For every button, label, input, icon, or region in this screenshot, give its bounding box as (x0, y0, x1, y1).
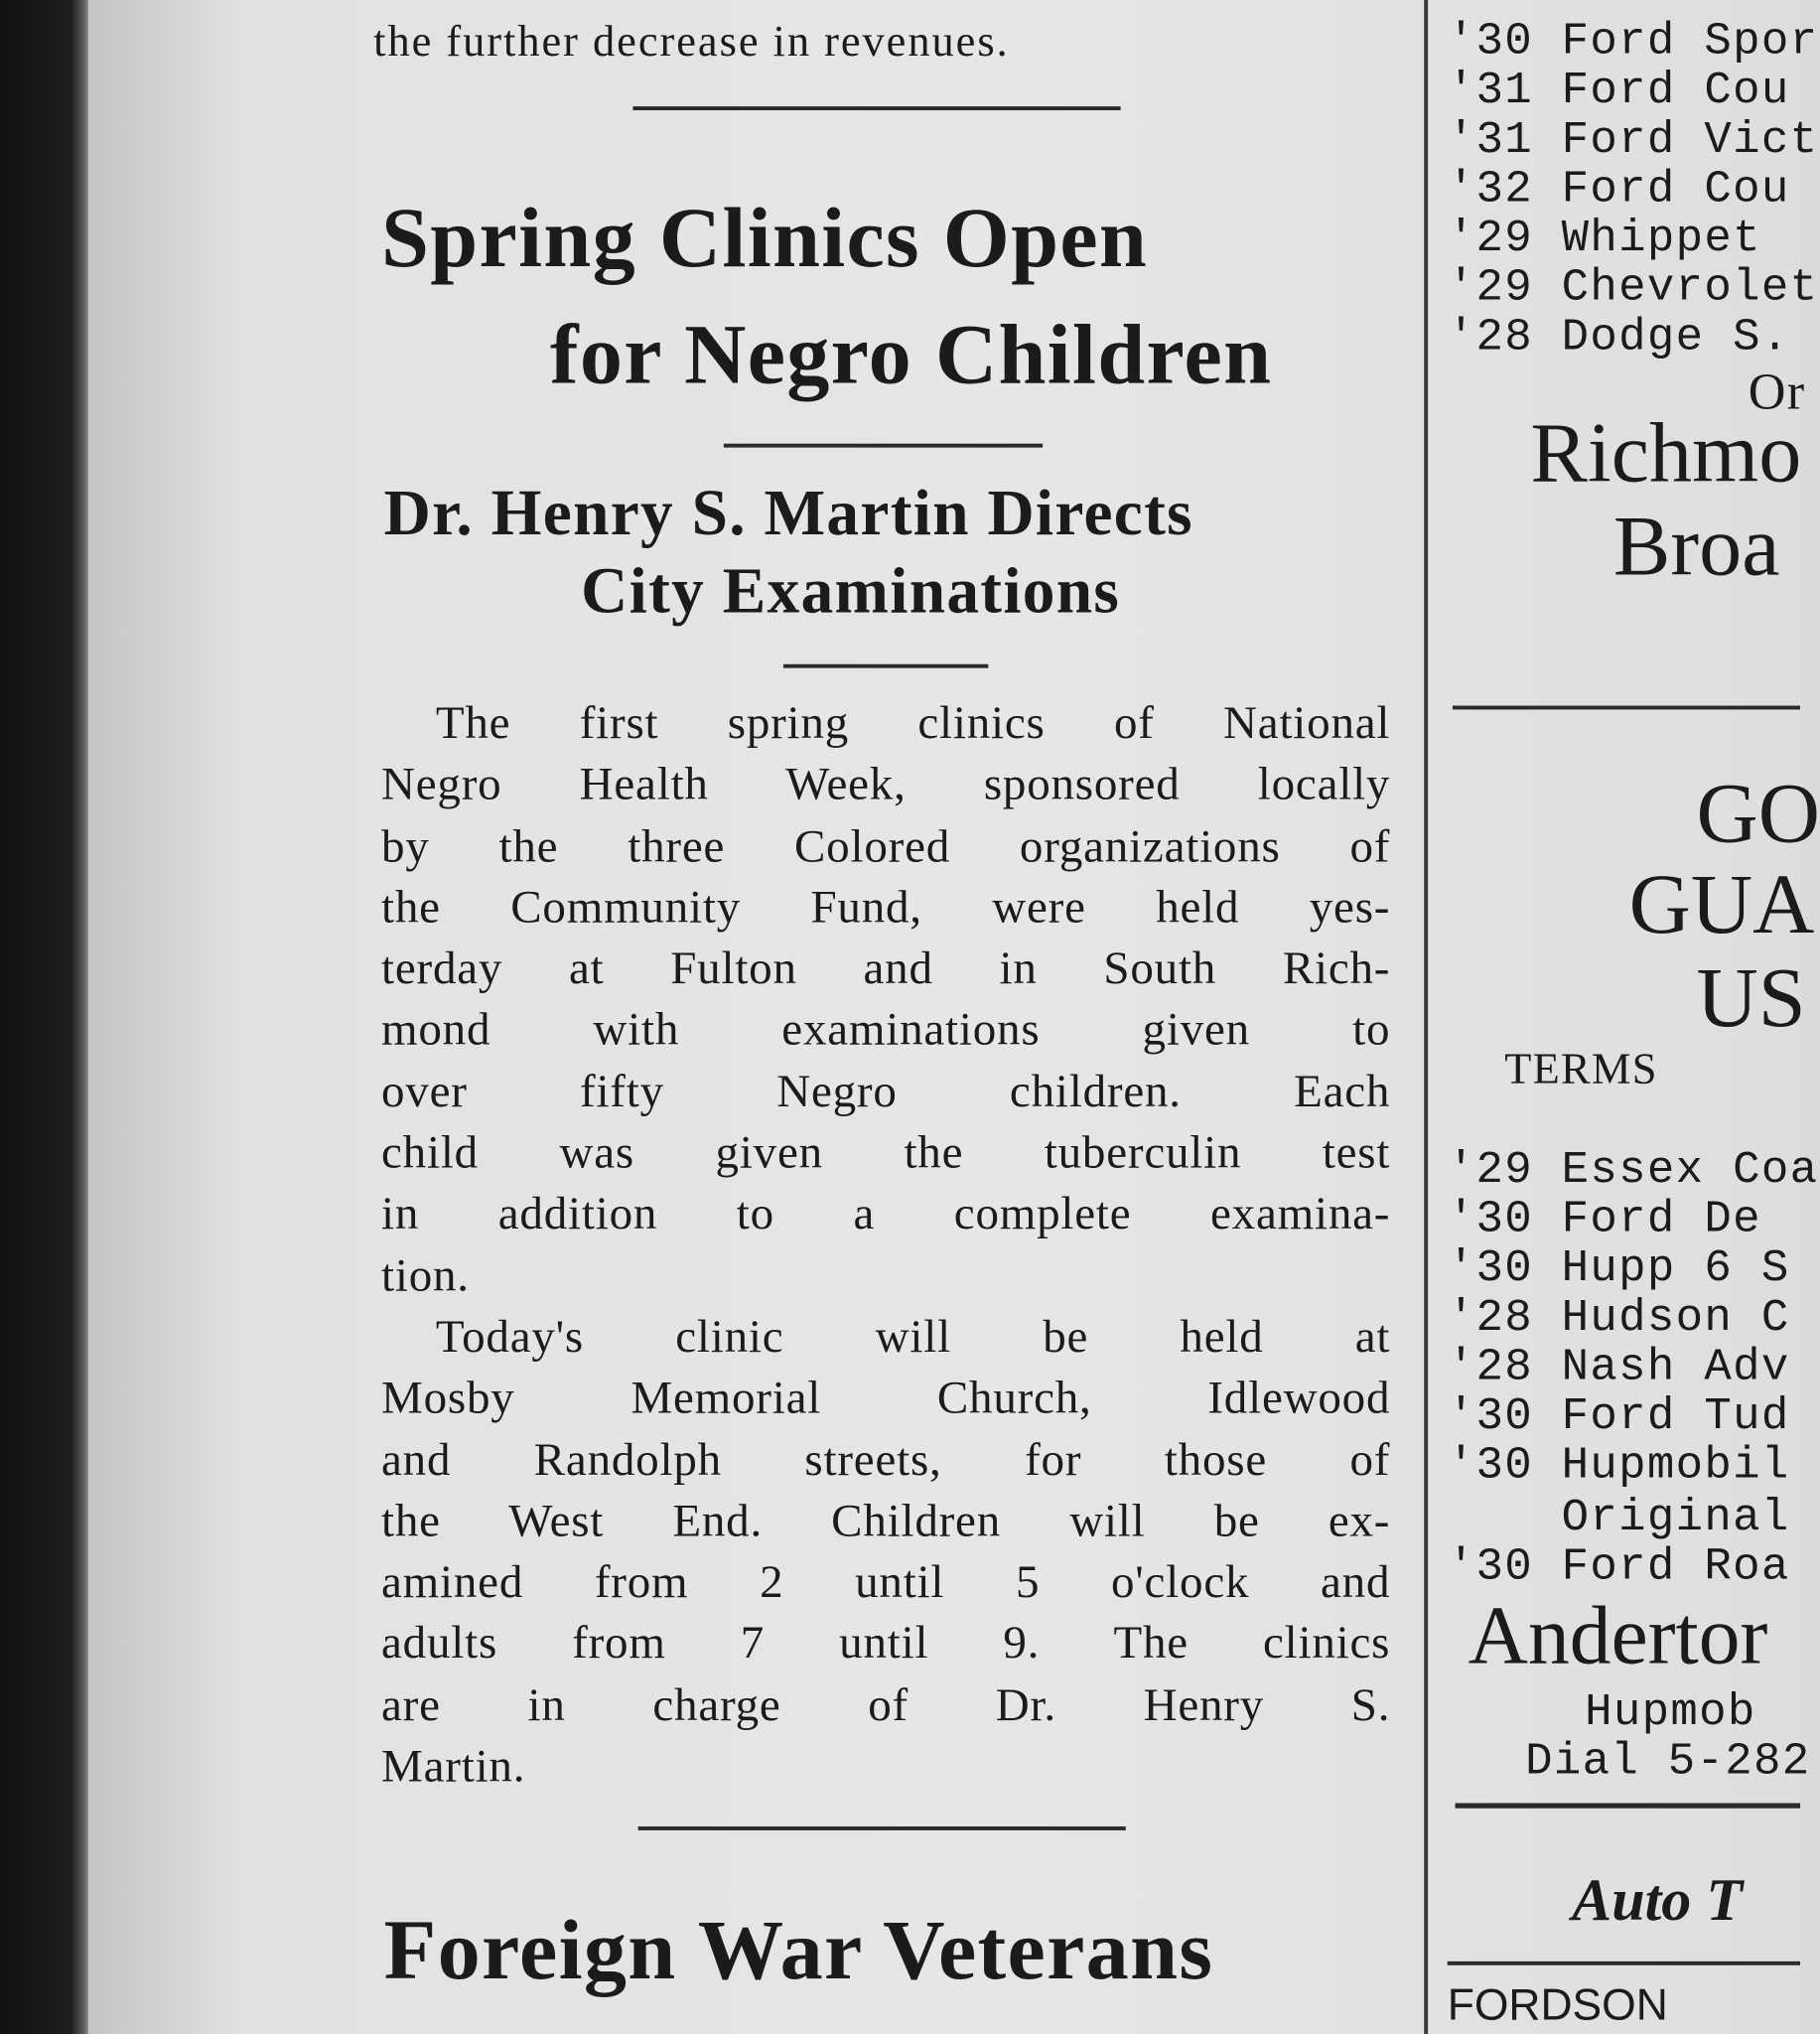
dealer-phone: Dial 5-282 (1525, 1735, 1811, 1788)
body-line: Negro Health Week, sponsored locally (381, 758, 1391, 810)
ad-heading-line-1: GO (1696, 766, 1820, 862)
subhead-rule (783, 664, 988, 668)
car-listing: '30 Hupmobil (1447, 1439, 1790, 1493)
car-listing: '29 Whippet (1447, 213, 1761, 265)
body-line: by the three Colored organizations of (381, 818, 1391, 872)
dealer-name: Andertor (1468, 1588, 1768, 1681)
car-listing: '29 Essex Coa (1447, 1143, 1819, 1197)
car-listing: '31 Ford Cou (1447, 65, 1790, 117)
car-listing: '28 Nash Adv (1447, 1341, 1790, 1393)
next-headline: Foreign War Veterans (383, 1903, 1214, 1998)
body-line: Today's clinic will be held at (435, 1310, 1391, 1363)
ad-heading-line-2: GUA (1628, 857, 1815, 952)
car-listing: '30 Ford Roa (1447, 1540, 1790, 1593)
car-listing: '30 Ford De (1447, 1193, 1761, 1245)
subhead-line-2: City Examinations (581, 553, 1121, 627)
ad-separator (1456, 1804, 1800, 1809)
binding-shadow (0, 0, 90, 2034)
body-line: the Community Fund, were held yes- (381, 880, 1391, 933)
car-listing: '28 Dodge S. (1447, 311, 1790, 363)
body-line: over fifty Negro children. Each (381, 1065, 1391, 1117)
column-divider (1424, 0, 1428, 2034)
ad-separator (1448, 1961, 1800, 1965)
ad-separator (1453, 706, 1800, 710)
body-line: The first spring clinics of National (435, 696, 1391, 749)
body-line: child was given the tuberculin test (381, 1125, 1391, 1179)
body-line: tion. (381, 1248, 470, 1301)
body-line: in addition to a complete examina- (381, 1187, 1391, 1239)
car-listing: Original (1447, 1492, 1790, 1544)
terms-label: TERMS (1504, 1045, 1658, 1094)
subhead-line-1: Dr. Henry S. Martin Directs (383, 476, 1193, 549)
article-body (381, 692, 1390, 1797)
body-line: adults from 7 until 9. The clinics (381, 1617, 1391, 1670)
classified-ads-column (1447, 0, 1820, 2034)
car-listing: '30 Hupp 6 S (1447, 1242, 1790, 1295)
car-listing: '30 Ford Tud (1447, 1390, 1790, 1443)
body-line: terday at Fulton and in South Rich- (381, 942, 1391, 994)
dealer-name-line-2: Broa (1612, 499, 1780, 595)
body-line: Martin. (381, 1739, 526, 1792)
dealer-subtitle: Hupmob (1585, 1685, 1756, 1739)
body-line: and Randolph streets, for those of (381, 1432, 1391, 1485)
car-listing: '31 Ford Vict (1447, 113, 1819, 167)
auto-section-heading: Auto T (1572, 1866, 1744, 1934)
car-listing: '32 Ford Cou (1447, 163, 1790, 216)
car-listing: '28 Hudson C (1447, 1291, 1790, 1345)
separator-rule (632, 106, 1120, 110)
ad-heading-line-3: US (1696, 950, 1806, 1046)
headline-line-1: Spring Clinics Open (381, 190, 1149, 286)
body-line: amined from 2 until 5 o'clock and (381, 1555, 1391, 1608)
car-listing: '29 Chevrolet (1447, 261, 1819, 315)
body-line: the West End. Children will be ex- (381, 1494, 1391, 1546)
article-end-rule (638, 1826, 1126, 1830)
car-listing: '30 Ford Spor (1447, 15, 1819, 68)
body-line: mond with examinations given to (381, 1003, 1391, 1056)
body-line: are in charge of Dr. Henry S. (381, 1677, 1391, 1731)
fordson-ad-heading: FORDSON (1447, 1980, 1668, 2031)
ad-fragment: Or (1748, 362, 1806, 421)
headline-rule (724, 444, 1043, 448)
dealer-name-line-1: Richmo (1530, 405, 1802, 502)
headline-line-2: for Negro Children (549, 307, 1273, 402)
previous-article-ending: the further decrease in revenues. (373, 18, 1010, 67)
body-line: Mosby Memorial Church, Idlewood (381, 1371, 1391, 1424)
